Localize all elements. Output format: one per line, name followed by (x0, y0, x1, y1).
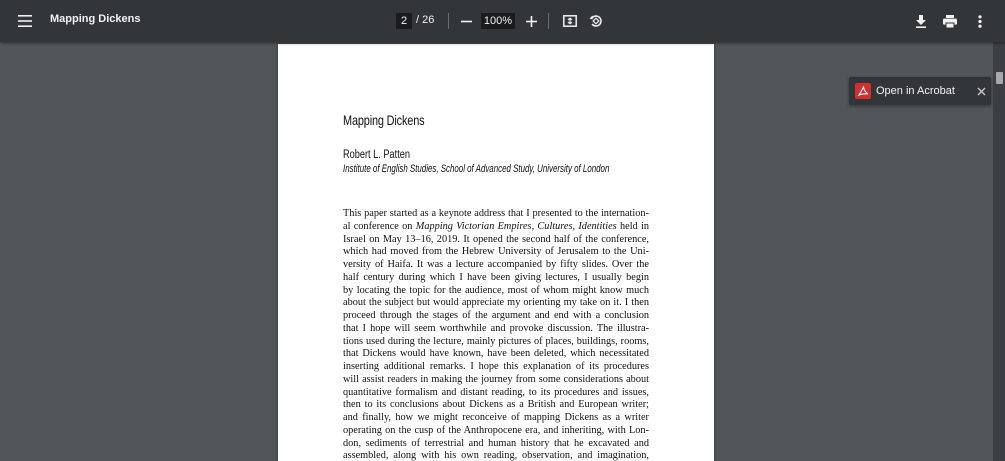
author-affiliation: Institute of English Studies, School of Advanced Study, University of London (343, 163, 610, 175)
body-paragraph (343, 208, 649, 461)
open-in-acrobat-label[interactable]: Open in Acrobat (876, 85, 955, 97)
conference-name: Mapping Victorian Empires, Cultures, Identities (415, 220, 617, 232)
text-line: quantitative formalism and distant reading, to its procedures and issues, (343, 386, 649, 398)
acrobat-icon (855, 83, 871, 99)
paper-title: Mapping Dickens (343, 112, 425, 128)
print-icon (943, 15, 957, 28)
more-vert-icon (978, 15, 982, 28)
minus-icon (461, 16, 472, 27)
pdf-page (278, 44, 714, 461)
download-button[interactable] (905, 5, 937, 37)
text-line-segment: al conference on (343, 220, 416, 232)
text-line: Israel on May 13–16, 2019. It opened the second half of the conference, (343, 233, 649, 245)
document-title: Mapping Dickens (50, 13, 141, 25)
text-line: proceed through the stages of the argument and end with a conclusion (343, 310, 649, 321)
rotate-button[interactable] (580, 5, 612, 37)
zoom-in-button[interactable] (515, 5, 547, 37)
rotate-icon (589, 14, 603, 28)
text-line: operating on the cusp of the Anthropocene era, and inheriting, with Lon- (343, 424, 649, 436)
text-line: This paper started as a keynote address that I presented to the internation- (343, 208, 649, 219)
menu-icon (18, 15, 32, 27)
fit-page-icon (563, 15, 577, 27)
text-line: about the subject but would appreciate my orienting my take on it. I then (343, 297, 649, 309)
text-line: which had moved from the Hebrew University of Jerusalem to the Uni- (343, 246, 649, 258)
menu-button[interactable] (9, 5, 41, 37)
toolbar-divider (448, 13, 449, 29)
text-line (343, 221, 649, 234)
page-number-input[interactable]: 2 (396, 13, 412, 29)
text-line: and finally, how we might reconceive of mapping Dickens as a writer (343, 412, 649, 423)
close-icon (977, 87, 986, 96)
text-line: half century during which I have been giving lectures, I usually begin (343, 271, 649, 283)
text-line: then to its conclusions about Dickens as a British and European writer; (343, 399, 649, 411)
text-line: versity of Haifa. It was a lecture accompanied by fifty slides. Over the (343, 259, 649, 270)
text-line: that Dickens would have known, have been deleted, which necessitated (343, 348, 649, 360)
text-line: assembled, along with his own reading, observation, and imagination, (343, 450, 649, 461)
zoom-level-input[interactable]: 100% (481, 13, 515, 29)
plus-icon (526, 16, 537, 27)
text-line: don, sediments of terrestrial and human history that he excavated and (343, 437, 649, 449)
scrollbar-track[interactable] (993, 42, 1005, 461)
page-total: / 26 (416, 14, 435, 26)
open-in-acrobat-popup[interactable] (849, 77, 991, 105)
text-line-segment: held in (616, 220, 650, 232)
text-line: tions used during the lecture, mainly pictures of places, buildings, rooms, (343, 335, 649, 347)
text-line: by locating the topic for the audience, most of whom might know much (343, 284, 649, 296)
text-line: will assist readers in making the journey from some considerations about (343, 373, 649, 385)
close-popup-button[interactable] (973, 83, 989, 99)
text-line: that I hope will seem worthwhile and provoke discussion. The illustra- (343, 322, 649, 334)
print-button[interactable] (934, 5, 966, 37)
more-actions-button[interactable] (964, 5, 996, 37)
scrollbar-thumb[interactable] (996, 72, 1003, 84)
toolbar-divider (548, 13, 549, 29)
download-icon (915, 15, 927, 28)
text-line: inserting additional remarks. I hope this explanation of its procedures (343, 361, 649, 372)
zoom-out-button[interactable] (450, 5, 482, 37)
pdf-toolbar (0, 0, 1005, 42)
author-name: Robert L. Patten (343, 149, 410, 161)
